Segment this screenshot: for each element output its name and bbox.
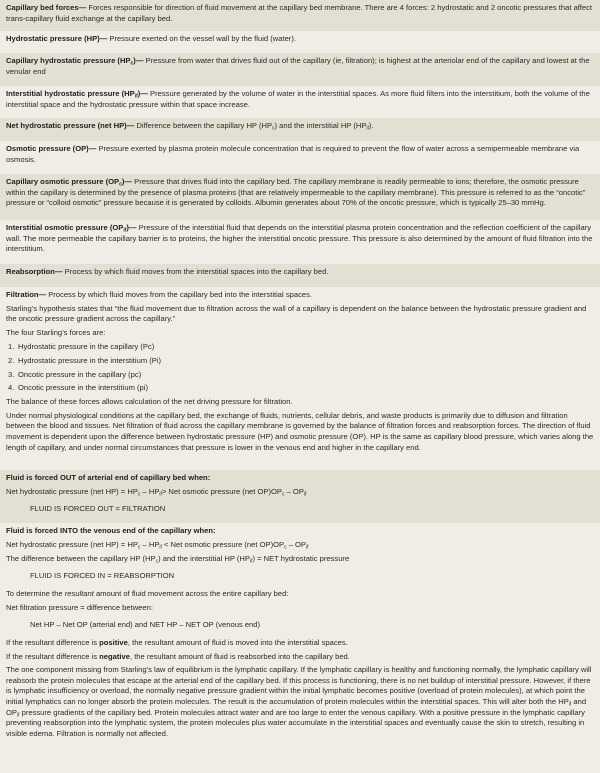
- term-text-end: ): [126, 223, 129, 232]
- definition-net-hydrostatic-pressure: [0, 118, 600, 141]
- eq-part: – HP: [140, 539, 160, 549]
- eq-part: – OP: [284, 486, 304, 496]
- term-text-end: ): [137, 89, 141, 98]
- term: Capillary hydrostatic pressure $(HP_c)—$: [6, 56, 144, 67]
- term: Hydrostatic pressure (HP): [6, 34, 100, 43]
- list-text: Oncotic pressure in the capillary (pc): [18, 369, 142, 379]
- forced-out-equation: [6, 487, 594, 498]
- list-number: 2.: [8, 355, 15, 365]
- net-filtration-text: Net filtration pressure = difference between:: [6, 602, 153, 612]
- definition-interstitial-osmotic-pressure: [0, 220, 600, 264]
- filtration-section: [0, 287, 600, 470]
- list-text: Hydrostatic pressure in the capillary (Pc): [18, 341, 155, 351]
- subscript: if: [159, 491, 162, 498]
- normal-conditions-text: Under normal physiological conditions at the capillary bed, the exchange of fluids, nutrients, cellular debris, and waste products is primarily due to diffusion and filtration between the blood and tissues. Net filtration of fluid across the capillary membrane is governed by the balance of filtration forces and reabsorption forces. The direction of fluid movement is dependent upon the difference between hydrostatic pressure (HP) and osmotic pressure (OP). HP is the same as capillary blood pressure, which varies along the length of capillary, and under normal circumstances that pressure is lower in the venous end and higher in the capillary end.: [6, 410, 594, 452]
- positive-text: [6, 638, 594, 649]
- dash: —: [78, 3, 87, 12]
- definition-text: [136, 121, 373, 130]
- text-part: ) = NET hydrostatic pressure: [252, 553, 350, 563]
- forced-in-equation: [6, 540, 594, 551]
- text-part: If the resultant difference is: [6, 651, 100, 661]
- definition-reabsorption: [0, 264, 600, 287]
- dash: —: [54, 267, 63, 276]
- text-part: The one component missing from Starling’s law of equilibrium is the lymphatic capillary. If the lymphatic capillary is healthy and functioning normally, the lymphatic capillary will reabsorb the protein molecules that escape at the arterial end of the capillary bed. If this process is functioning, there is no net buildup of interstitial pressure. However, if there is lymphatic insufficiency or overload, the normally negative pressure gradient within the initial lymphatic becomes positive (overload of protein molecules), at which point the initial lymphatics can no longer absorb the protein molecules. The result is the accumulation of protein molecules within the interstitial spaces. This will alter both the HP: [6, 665, 592, 707]
- term: Reabsorption: [6, 267, 55, 276]
- subscript: if: [134, 93, 138, 100]
- definition-interstitial-hydrostatic-pressure: [0, 86, 600, 118]
- list-item: [6, 370, 594, 381]
- forced-in-section: [0, 523, 600, 773]
- eq-part: Net hydrostatic pressure (net HP) = HP: [6, 539, 138, 549]
- subscript: c: [284, 544, 287, 551]
- forced-out-heading: Fluid is forced OUT of arterial end of capillary bed when:: [6, 473, 211, 482]
- list-item: [6, 342, 594, 353]
- definition-capillary-osmotic-pressure: [0, 174, 600, 220]
- forces-intro: The four Starling’s forces are:: [6, 328, 106, 338]
- eq-part: – HP: [140, 486, 160, 496]
- net-formula: Net HP – Net OP (arterial end) and NET HP – NET OP (venous end): [30, 620, 261, 630]
- term-text-end: ): [133, 56, 136, 65]
- text-part: If the resultant difference is: [6, 637, 100, 647]
- definition-text: Pressure that drives fluid into the capillary bed. The capillary membrane is readily permeable to ions; therefore, the osmotic pressure within the capillary is determined by the presence of plasma proteins (that are relatively impermeable to the capillary membrane). This pressure is referred to as the “oncotic” pressure or “colloid osmotic” pressure because it is generated by colloids. Albumin generates about 70% of the oncotic pressure, which is typically 25–30 mmHg.: [6, 177, 586, 208]
- definition-text: Process by which fluid moves from the interstitial spaces into the capillary bed.: [64, 267, 329, 276]
- eq-part: > Net osmotic pressure (net OP)OP: [161, 486, 282, 496]
- subscript: if: [303, 491, 307, 498]
- subscript: if: [366, 125, 369, 132]
- definition-osmotic-pressure: [0, 141, 600, 174]
- dash: —: [99, 34, 108, 43]
- text-part: , the resultant amount of fluid is reabsorbed into the capillary bed.: [129, 651, 350, 661]
- emphasis: resultant: [64, 588, 94, 598]
- text-part: ) and the interstitial HP (HP: [158, 553, 250, 563]
- subscript: if: [159, 544, 162, 551]
- text-part: ) and the interstitial HP (HP: [274, 121, 367, 130]
- forced-in-result: FLUID IS FORCED IN = REABSORPTION: [30, 571, 175, 581]
- term-text: Interstitial hydrostatic pressure (HP: [6, 89, 135, 98]
- term: Net hydrostatic pressure (net HP): [6, 121, 127, 130]
- term: Osmotic pressure (OP): [6, 144, 89, 153]
- dash: —: [88, 144, 97, 153]
- text-part: pressure gradients of the capillary bed. Protein molecules attract water and are too large to enter the venous capillary. With a positive pressure in the lymphatic capillary preventing reabsorption into the lymphatic system, the protein molecules plus water accumulate in the interstitial spaces and eventually cause the skin to stretch, resulting in visible edema. Filtration is normally not affected.: [6, 707, 585, 738]
- starling-hypothesis: Starling’s hypothesis states that “the fluid movement due to filtration across the wall of a capillary is dependent on the balance between the hydrostatic pressure gradient and the oncotic pressure gradient across the capillary.”: [6, 303, 587, 324]
- subscript: c: [137, 544, 141, 551]
- definition-text: Pressure from water that drives fluid out of the capillary (ie, filtration); is highest at the arteriolar end of the capillary and lowest at the venular end: [6, 56, 590, 76]
- list-item: [6, 356, 594, 367]
- eq-part: < Net osmotic pressure (net OP)OP: [161, 539, 285, 549]
- dash: —: [38, 290, 47, 299]
- definition-text: Pressure exerted on the vessel wall by the fluid (water).: [109, 34, 296, 43]
- subscript: c: [137, 491, 141, 498]
- text-part: Difference between the capillary HP (HP: [136, 121, 273, 130]
- term: Filtration: [6, 290, 39, 299]
- resultant-text: [6, 589, 594, 600]
- bold-word: positive: [99, 637, 128, 647]
- subscript: if: [123, 227, 127, 234]
- text-part: and OP: [6, 697, 587, 717]
- text-part: ).: [368, 121, 374, 130]
- list-number: 1.: [8, 341, 15, 351]
- term-text: Interstitial osmotic pressure (OP: [6, 223, 124, 232]
- bold-word: negative: [99, 651, 130, 661]
- text-part: , the resultant amount of fluid is moved into the interstitial spaces.: [127, 637, 348, 647]
- term-text-end: ): [121, 177, 125, 186]
- eq-part: Net hydrostatic pressure (net HP) = HP: [6, 486, 138, 496]
- list-text: Oncotic pressure in the interstitium (pi): [18, 383, 148, 393]
- subscript: c: [155, 558, 159, 565]
- subscript: if: [16, 712, 20, 719]
- subscript: c: [119, 181, 122, 188]
- term: Capillary osmotic pressure $(OP_c)—$: [6, 177, 133, 188]
- text-part: amount of fluid movement across the entire capillary bed:: [93, 588, 289, 598]
- lymphatic-paragraph: [6, 665, 594, 739]
- definition-hydrostatic-pressure: [0, 31, 600, 53]
- text-part: The difference between the capillary HP (HP: [6, 553, 156, 563]
- term: Interstitial osmotic pressure $(OP_{if})—$: [6, 223, 137, 234]
- subscript: if: [568, 701, 572, 708]
- filtration-definition: [6, 290, 594, 301]
- subscript: if: [306, 544, 309, 551]
- term-text: Capillary hydrostatic pressure (HP: [6, 56, 131, 65]
- forced-out-result: FLUID IS FORCED OUT = FILTRATION: [30, 504, 166, 514]
- text-part: To determine the: [6, 588, 65, 598]
- subscript: if: [249, 558, 253, 565]
- eq-part: – OP: [286, 539, 306, 549]
- list-number: 3.: [8, 369, 15, 379]
- definition-text: Pressure exerted by plasma protein molecule concentration that is required to prevent the flow of water across a semipermeable membrane via osmosis.: [6, 144, 580, 164]
- definition-capillary-hydrostatic-pressure: [0, 53, 600, 86]
- term: Interstitial hydrostatic pressure $(HP_{if})—$: [6, 89, 148, 100]
- term-text: Capillary osmotic pressure (OP: [6, 177, 120, 186]
- definition-text: Pressure generated by the volume of water in the interstitial spaces. As more fluid filters into the interstitium, both the volume of the interstitial space and the hydrostatic pressure within that space increase.: [6, 89, 590, 109]
- subscript: c: [130, 60, 134, 67]
- definition-text: Forces responsible for direction of fluid movement at the capillary bed membrane. There are 4 forces: 2 hydrostatic and 2 oncotic pressures that affect trans-capillary fluid exchange at the capillary bed.: [6, 3, 593, 23]
- balance-text: The balance of these forces allows calculation of the net driving pressure for filtration.: [6, 397, 293, 407]
- term: Capillary bed forces: [6, 3, 79, 12]
- difference-text: [6, 554, 594, 565]
- negative-text: [6, 652, 594, 663]
- list-item: [6, 383, 594, 394]
- forced-in-heading: Fluid is forced INTO the venous end of the capillary when:: [6, 526, 216, 535]
- list-number: 4.: [8, 383, 15, 393]
- forced-out-section: [0, 470, 600, 523]
- subscript: c: [281, 491, 285, 498]
- definition-text: Pressure of the interstitial fluid that depends on the interstitial plasma protein concentration and the reflection coefficient of the capillary wall. The more permeable the capillary barrier is to proteins, the higher the interstitial oncotic pressure. This pressure is also determined by the amount of fluid filtration into the interstitium.: [6, 223, 593, 254]
- dash: —: [126, 121, 135, 130]
- subscript: c: [272, 125, 275, 132]
- list-text: Hydrostatic pressure in the interstitium (Pi): [18, 355, 162, 365]
- definition-capillary-bed-forces: [0, 0, 600, 31]
- definition-text: Process by which fluid moves from the capillary bed into the interstitial spaces.: [48, 290, 312, 299]
